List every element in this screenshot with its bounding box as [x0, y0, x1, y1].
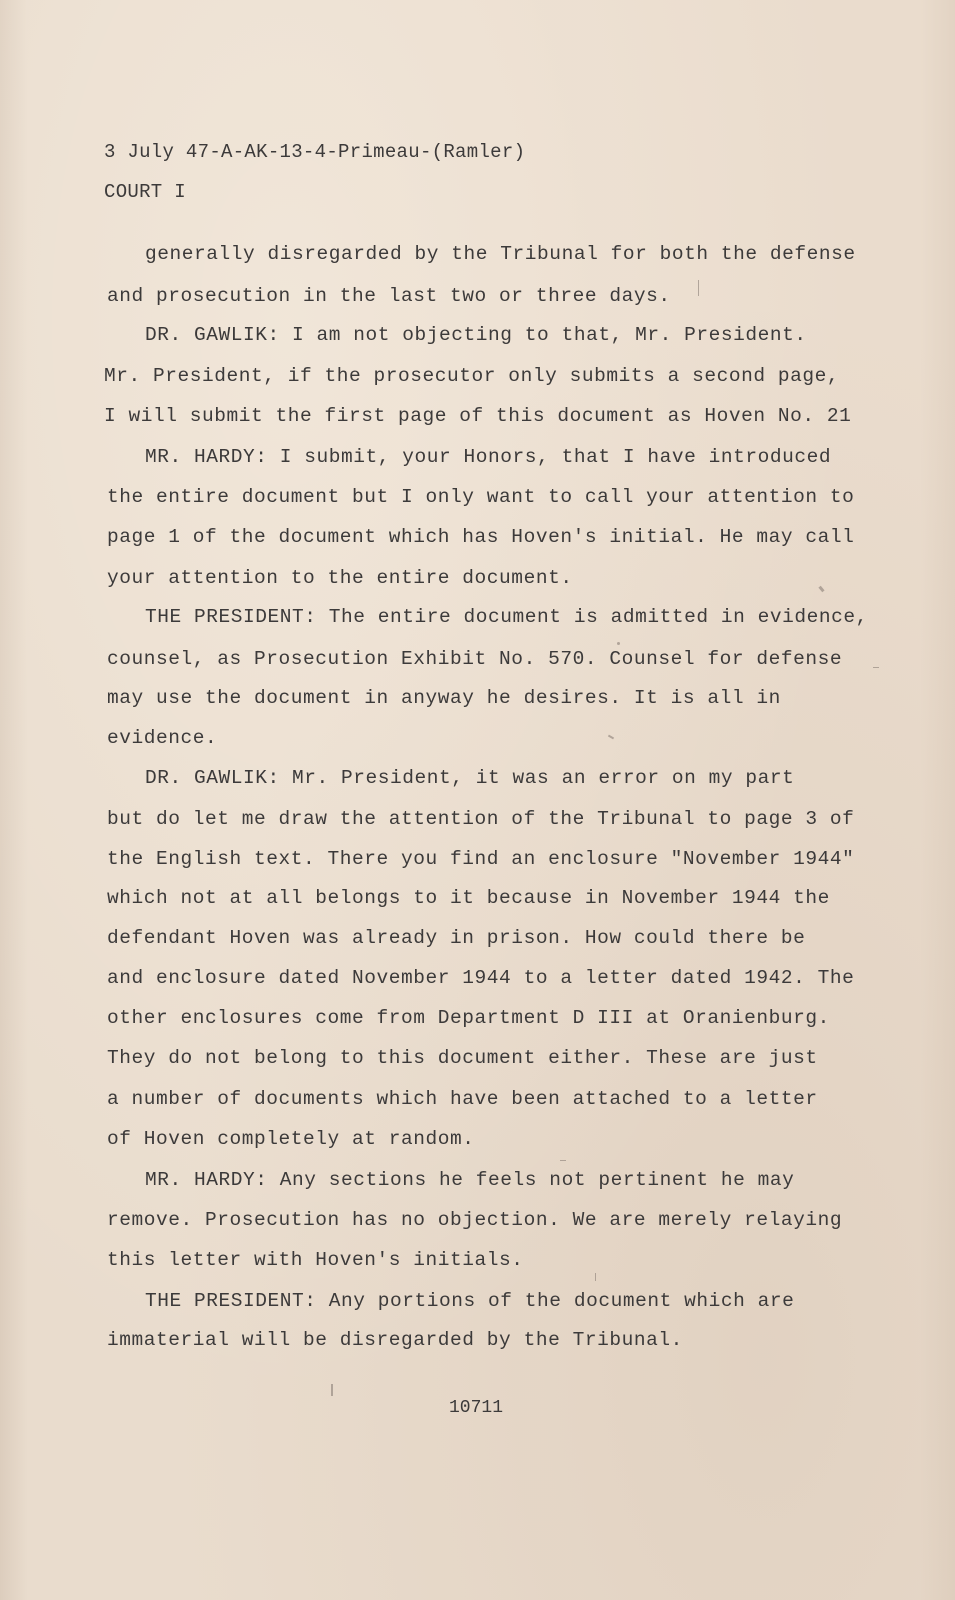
text-line: generally disregarded by the Tribunal for both the defense	[145, 243, 856, 265]
text-line: DR. GAWLIK: I am not objecting to that, Mr. President.	[145, 324, 807, 346]
text-line: the English text. There you find an enclosure "November 1944"	[107, 848, 855, 870]
paper-speck	[873, 667, 879, 668]
text-line: counsel, as Prosecution Exhibit No. 570. Counsel for defense	[107, 648, 843, 670]
paper-speck	[698, 280, 699, 296]
paper-speck	[595, 1273, 596, 1281]
text-line: THE PRESIDENT: The entire document is admitted in evidence,	[145, 606, 868, 628]
text-line: this letter with Hoven's initials.	[107, 1249, 524, 1271]
text-line: but do let me draw the attention of the Tribunal to page 3 of	[107, 808, 855, 830]
text-line: MR. HARDY: I submit, your Honors, that I have introduced	[145, 446, 832, 468]
text-line: of Hoven completely at random.	[107, 1128, 475, 1150]
paper-speck	[818, 586, 824, 593]
header-court-line: COURT I	[104, 181, 186, 203]
text-line: remove. Prosecution has no objection. We are merely relaying	[107, 1209, 843, 1231]
text-line: and prosecution in the last two or three days.	[107, 285, 671, 307]
text-line: I will submit the first page of this document as Hoven No. 21	[104, 405, 852, 427]
paper-speck	[608, 735, 614, 740]
header-date-line: 3 July 47-A-AK-13-4-Primeau-(Ramler)	[104, 141, 526, 163]
paper-speck	[331, 1384, 333, 1396]
text-line: a number of documents which have been attached to a letter	[107, 1088, 818, 1110]
paper-speck	[560, 1160, 566, 1161]
text-line: other enclosures come from Department D III at Oranienburg.	[107, 1007, 830, 1029]
text-line: evidence.	[107, 727, 218, 749]
text-line: the entire document but I only want to call your attention to	[107, 486, 855, 508]
text-line: may use the document in anyway he desires. It is all in	[107, 687, 781, 709]
text-line: MR. HARDY: Any sections he feels not pertinent he may	[145, 1169, 795, 1191]
text-line: page 1 of the document which has Hoven's initial. He may call	[107, 526, 855, 548]
text-line: They do not belong to this document either. These are just	[107, 1047, 818, 1069]
text-line: immaterial will be disregarded by the Tribunal.	[107, 1329, 683, 1351]
page-number: 10711	[449, 1398, 504, 1418]
text-line: Mr. President, if the prosecutor only submits a second page,	[104, 365, 840, 387]
text-line: defendant Hoven was already in prison. How could there be	[107, 927, 806, 949]
paper-speck	[617, 642, 620, 645]
text-line: your attention to the entire document.	[107, 567, 573, 589]
text-line: and enclosure dated November 1944 to a letter dated 1942. The	[107, 967, 855, 989]
text-line: which not at all belongs to it because in November 1944 the	[107, 887, 830, 909]
text-line: THE PRESIDENT: Any portions of the document which are	[145, 1290, 795, 1312]
text-line: DR. GAWLIK: Mr. President, it was an error on my part	[145, 767, 795, 789]
